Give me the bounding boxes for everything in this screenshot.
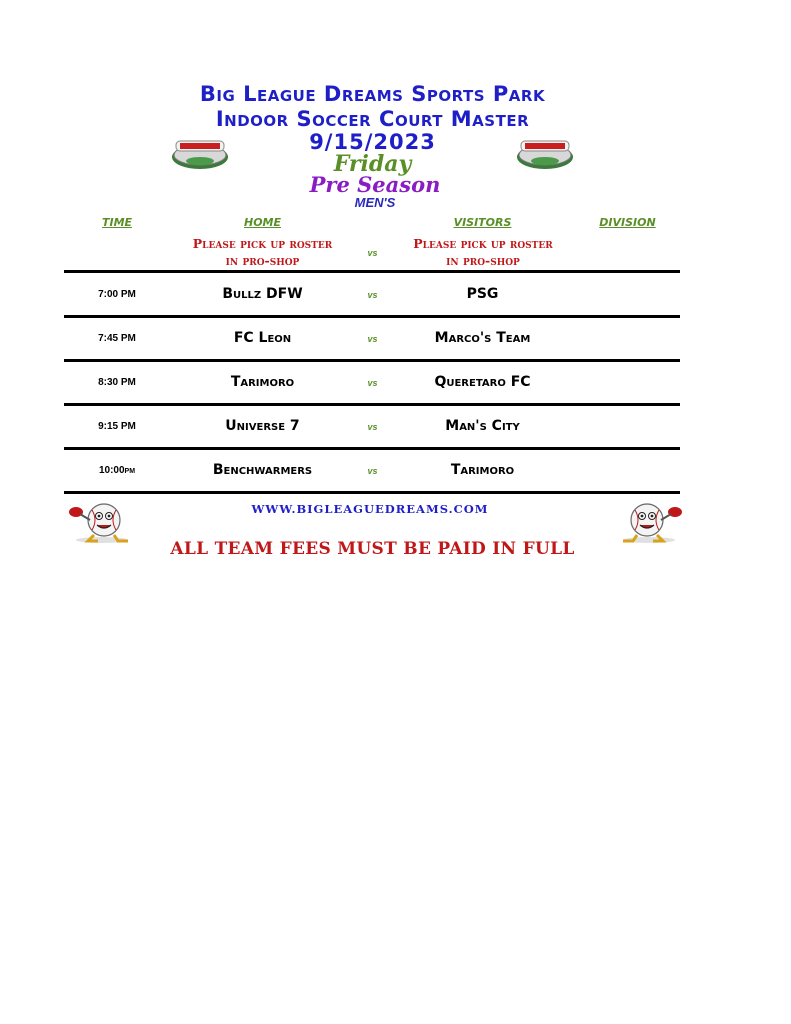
game-time: 7:00 PM	[98, 289, 136, 300]
column-header-time: TIME	[101, 216, 133, 229]
visiting-team: PSG	[466, 286, 499, 302]
row-divider	[64, 270, 680, 273]
row-divider	[64, 447, 680, 450]
home-team: Bullz DFW	[222, 286, 303, 302]
row-divider	[64, 315, 680, 318]
visitors-roster-notice	[383, 235, 583, 269]
court-title: Indoor Soccer Court Master	[215, 107, 530, 131]
schedule-date: 9/15/2023	[309, 130, 436, 154]
notice-line: in pro-shop	[446, 253, 520, 268]
row-divider	[64, 403, 680, 406]
notice-line: Please pick up roster	[413, 236, 553, 251]
visiting-team: Marco's Team	[434, 330, 531, 346]
stadium-logo-icon	[515, 135, 575, 171]
fees-notice: ALL TEAM FEES MUST BE PAID IN FULL	[170, 539, 575, 559]
game-vs: vs	[367, 422, 378, 432]
visiting-team: Tarimoro	[450, 462, 515, 478]
game-time: 10:00pm	[98, 465, 136, 476]
website-link[interactable]: WWW.BIGLEAGUEDREAMS.COM	[251, 502, 489, 516]
season-label: Pre Season	[309, 172, 441, 197]
notice-vs: vs	[367, 248, 378, 258]
home-team: Tarimoro	[230, 374, 295, 390]
row-divider	[64, 491, 680, 494]
visiting-team: Queretaro FC	[434, 374, 531, 390]
notice-line: in pro-shop	[225, 253, 300, 268]
baseball-mascot-icon	[613, 498, 685, 544]
home-team: Benchwarmers	[212, 462, 313, 478]
column-header-visitors: VISITORS	[453, 216, 512, 229]
row-divider	[64, 359, 680, 362]
game-time: 9:15 PM	[98, 421, 136, 432]
home-team: Universe 7	[225, 418, 300, 434]
game-vs: vs	[367, 378, 378, 388]
column-header-home: HOME	[243, 216, 282, 229]
park-title: Big League Dreams Sports Park	[199, 82, 546, 106]
game-time: 8:30 PM	[98, 377, 136, 388]
stadium-logo-icon	[170, 135, 230, 171]
home-roster-notice	[165, 235, 360, 269]
schedule-day: Friday	[333, 151, 412, 177]
game-time: 7:45 PM	[98, 333, 136, 344]
home-team: FC Leon	[233, 330, 292, 346]
visiting-team: Man's City	[445, 418, 520, 434]
league-label: MEN'S	[354, 195, 396, 210]
game-vs: vs	[367, 466, 378, 476]
game-vs: vs	[367, 334, 378, 344]
baseball-mascot-icon	[66, 498, 138, 544]
notice-line: Please pick up roster	[192, 236, 333, 251]
game-vs: vs	[367, 290, 378, 300]
column-header-division: DIVISION	[599, 216, 656, 229]
